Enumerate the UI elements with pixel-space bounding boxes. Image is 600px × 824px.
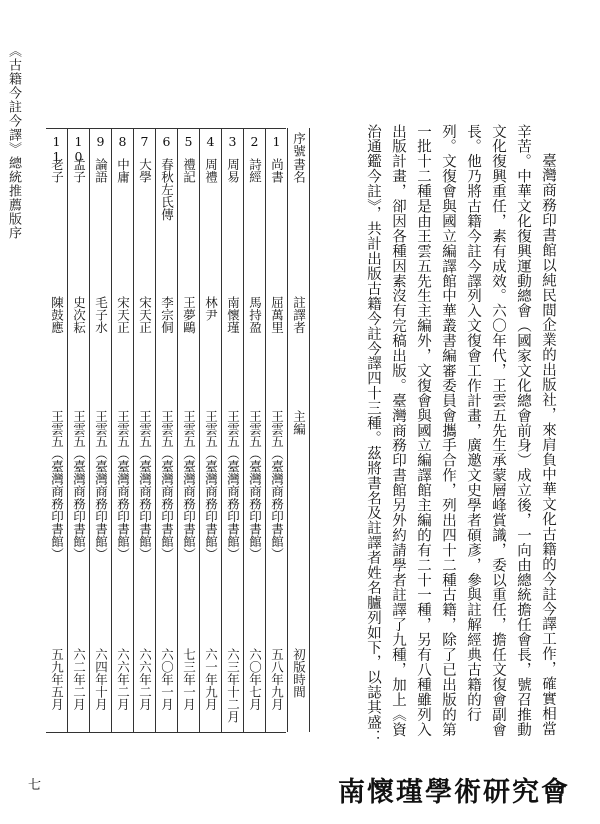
translator: 陳鼓應 [49, 296, 65, 334]
table-row [90, 128, 112, 732]
page-number: 七 [28, 778, 42, 793]
translator: 馬持盈 [247, 296, 263, 334]
translator: 王夢鷗 [181, 296, 197, 334]
book-title: 春秋左氏傳 [159, 158, 175, 221]
translator: 林尹 [203, 296, 219, 321]
editor: 王雲五（臺灣商務印書館） [137, 410, 153, 560]
book-title: 中庸 [115, 158, 131, 183]
row-number: 9 [93, 134, 108, 149]
table-row [134, 128, 156, 732]
book-title: 禮記 [181, 158, 197, 183]
header-title: 書名 [291, 158, 307, 183]
translator: 毛子水 [93, 296, 109, 334]
book-title: 大學 [137, 158, 153, 183]
body-text [360, 124, 560, 749]
publish-date: 六一年九月 [203, 648, 219, 711]
publish-date: 六〇年七月 [247, 648, 263, 711]
book-title: 周易 [225, 158, 241, 183]
translator: 宋天正 [137, 296, 153, 334]
header-date: 初版時間 [291, 648, 307, 698]
book-title: 周禮 [203, 158, 219, 183]
row-number: 11 [49, 134, 64, 164]
book-title: 詩經 [247, 158, 263, 183]
table-row [178, 128, 200, 732]
publish-date: 五九年五月 [49, 648, 65, 711]
translator: 史次耘 [71, 296, 87, 334]
editor: 王雲五（臺灣商務印書館） [93, 410, 109, 560]
editor: 王雲五（臺灣商務印書館） [49, 410, 65, 560]
translator: 南懷瑾 [225, 296, 241, 334]
publish-date: 六六年二月 [137, 648, 153, 711]
publish-date: 五八年九月 [269, 648, 285, 711]
editor: 王雲五（臺灣商務印書館） [247, 410, 263, 560]
editor: 王雲五（臺灣商務印書館） [269, 410, 285, 560]
row-number: 2 [247, 134, 262, 149]
book-title: 尚書 [269, 158, 285, 183]
body-paragraph: 臺灣商務印書館以純民間企業的出版社，來肩負中華文化古籍的今註今譯工作，確實相當辛苦。中華文化復興運動總會（國家文化總會前身）成立後，一向由總統擔任會長，號召推動文化復興重任，素有成效。六〇年代，王雲五先生承蒙層峰賞識，委以重任，擔任文復會副會長。他乃將古籍今註今譯列入文復會工作計畫，廣邀文史學者碩彥，參與註解經典古籍的行列。文復會與國立編譯館中華叢書編審委員會攜手合作，列出四十二種古籍，除了已出版的第一批十二種是由王雲五先生主編外，文復會與國立編譯館主編的有二十一種，另有八種雖列入出版計畫，卻因各種因素沒有完稿出版。臺灣商務印書館另外約請學者註譯了九種，加上《資治通鑑今註》，共計出版古籍今註今譯四十三種。茲將書名及註譯者姓名臚列如下，以誌其盛： [365, 124, 556, 745]
table-row [112, 128, 134, 732]
row-number: 7 [137, 134, 152, 149]
book-title: 老子 [49, 158, 65, 183]
row-number: 3 [225, 134, 240, 149]
table-row [68, 128, 90, 732]
publish-date: 六二年二月 [71, 648, 87, 711]
table-header [288, 128, 310, 732]
publish-date: 六四年十月 [93, 648, 109, 711]
editor: 王雲五（臺灣商務印書館） [225, 410, 241, 560]
table-top-rule [46, 128, 286, 129]
table-row [244, 128, 266, 732]
row-number: 5 [181, 134, 196, 149]
book-table [46, 128, 310, 732]
table-row [266, 128, 288, 732]
publish-date: 七三年一月 [181, 648, 197, 711]
table-bottom-rule [46, 732, 286, 733]
row-number: 1 [269, 134, 284, 149]
translator: 屈萬里 [269, 296, 285, 334]
editor: 王雲五（臺灣商務印書館） [115, 410, 131, 560]
book-title: 孟子 [71, 158, 87, 183]
running-title: 《古籍今註今譯》總統推薦版序 [6, 44, 21, 240]
editor: 王雲五（臺灣商務印書館） [159, 410, 175, 560]
table-row [200, 128, 222, 732]
table-row [46, 128, 68, 732]
header-translator: 註譯者 [291, 296, 307, 334]
header-number: 序號 [291, 132, 307, 157]
row-number: 8 [115, 134, 130, 149]
book-title: 論語 [93, 158, 109, 183]
editor: 王雲五（臺灣商務印書館） [203, 410, 219, 560]
table-row [156, 128, 178, 732]
table-row [222, 128, 244, 732]
row-number: 6 [159, 134, 174, 149]
watermark-stamp: 南懷瑾學術研究會 [338, 777, 570, 808]
translator: 宋天正 [115, 296, 131, 334]
row-number: 10 [71, 134, 86, 164]
publish-date: 六〇年一月 [159, 648, 175, 711]
translator: 李宗侗 [159, 296, 175, 334]
publish-date: 六三年十二月 [225, 648, 241, 723]
editor: 王雲五（臺灣商務印書館） [71, 410, 87, 560]
editor: 王雲五（臺灣商務印書館） [181, 410, 197, 560]
header-editor: 主編 [291, 410, 307, 435]
row-number: 4 [203, 134, 218, 149]
publish-date: 六六年二月 [115, 648, 131, 711]
